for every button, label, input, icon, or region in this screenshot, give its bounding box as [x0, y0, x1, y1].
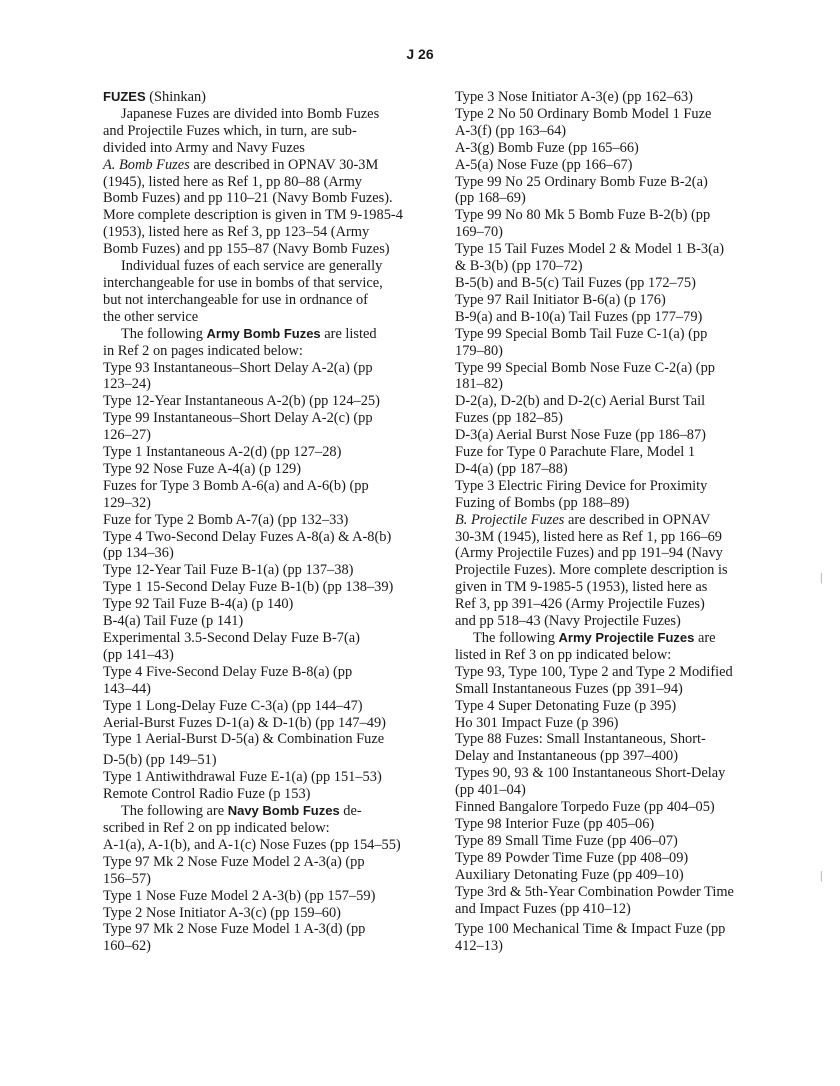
text-line [455, 106, 775, 123]
text-segment: Army Projectile Fuzes [558, 630, 695, 645]
text-line [103, 478, 423, 495]
text-line [103, 837, 423, 854]
text-line [103, 410, 423, 427]
text-segment: Ref 3, pp 391–426 (Army Projectile Fuzes) [455, 596, 705, 613]
text-segment: 123–24) [103, 376, 151, 393]
text-line [455, 427, 775, 444]
text-line [455, 157, 775, 174]
text-line [103, 427, 423, 444]
text-segment: Japanese Fuzes are divided into Bomb Fuzes [121, 105, 380, 122]
text-segment: Type 89 Small Time Fuze (pp 406–07) [455, 832, 678, 849]
text-line [103, 786, 423, 803]
text-segment: Bomb Fuzes) and pp 110–21 (Navy Bomb Fuzes). [103, 190, 393, 207]
text-line [455, 596, 775, 613]
text-segment: Type 92 Nose Fuze A-4(a) (p 129) [103, 460, 302, 477]
text-segment: A-3(g) Bomb Fuze (pp 165–66) [455, 139, 639, 156]
text-line [455, 630, 775, 647]
text-segment: Type 88 Fuzes: Small Instantaneous, Short- [455, 731, 706, 748]
text-line [455, 495, 775, 512]
text-segment: Type 1 15-Second Delay Fuze B-1(b) (pp 138–39) [103, 579, 394, 596]
text-segment: Type 15 Tail Fuzes Model 2 & Model 1 B-3(a) [455, 241, 725, 258]
text-segment: Type 97 Mk 2 Nose Fuze Model 2 A-3(a) (pp [103, 853, 365, 870]
text-segment: Type 97 Mk 2 Nose Fuze Model 1 A-3(d) (pp [103, 921, 366, 938]
text-segment: are listed [320, 325, 377, 342]
text-line [103, 921, 423, 938]
text-segment: (Army Projectile Fuzes) and pp 191–94 (Navy [455, 545, 723, 562]
text-segment: are described in OPNAV [564, 511, 711, 528]
text-line [103, 444, 423, 461]
text-segment: B-5(b) and B-5(c) Tail Fuzes (pp 172–75) [455, 274, 696, 291]
text-segment: (1945), listed here as Ref 1, pp 80–88 (Army [103, 173, 362, 190]
text-segment: Type 99 Instantaneous–Short Delay A-2(c) (pp [103, 410, 373, 427]
text-segment: Finned Bangalore Torpedo Fuze (pp 404–05) [455, 799, 715, 816]
text-line [103, 529, 423, 546]
text-line [103, 157, 423, 174]
text-line [103, 343, 423, 360]
text-segment: Type 99 Special Bomb Tail Fuze C-1(a) (pp [455, 325, 708, 342]
text-line [455, 715, 775, 732]
text-line [103, 871, 423, 888]
text-line [455, 326, 775, 343]
text-segment: Fuzing of Bombs (pp 188–89) [455, 494, 630, 511]
text-segment: the other service [103, 308, 199, 325]
text-line [455, 275, 775, 292]
text-line [455, 884, 775, 901]
text-segment: in Ref 2 on pages indicated below: [103, 342, 303, 359]
text-segment: & B-3(b) (pp 170–72) [455, 258, 583, 275]
text-segment: Type 98 Interior Fuze (pp 405–06) [455, 815, 655, 832]
page-number: J 26 [406, 46, 434, 62]
text-line [455, 545, 775, 562]
text-line [455, 360, 775, 377]
text-line [455, 343, 775, 360]
text-line [103, 174, 423, 191]
text-segment: are described in OPNAV 30-3M [189, 156, 379, 173]
text-segment: are [694, 630, 716, 646]
text-segment: (pp 134–36) [103, 545, 174, 562]
right-column [455, 89, 775, 955]
text-segment: A-1(a), A-1(b), and A-1(c) Nose Fuzes (pp 154–55) [103, 836, 401, 853]
text-segment: 126–27) [103, 427, 151, 444]
text-segment: Type 1 Nose Fuze Model 2 A-3(b) (pp 157–59) [103, 887, 376, 904]
text-segment: B. Projectile Fuzes [455, 511, 565, 528]
text-line [455, 207, 775, 224]
text-line [455, 292, 775, 309]
text-line [103, 123, 423, 140]
text-segment: Types 90, 93 & 100 Instantaneous Short-Delay [455, 765, 726, 782]
text-segment: Army Bomb Fuzes [206, 325, 321, 341]
text-line [455, 309, 775, 326]
text-line [103, 664, 423, 681]
text-segment: de- [339, 803, 362, 820]
text-line [455, 512, 775, 529]
text-line [455, 444, 775, 461]
text-line [455, 748, 775, 765]
text-segment: Type 1 Antiwithdrawal Fuze E-1(a) (pp 151–53) [103, 769, 382, 786]
text-segment: Type 89 Powder Time Fuze (pp 408–09) [455, 849, 689, 866]
text-segment: D-2(a), D-2(b) and D-2(c) Aerial Burst Tail [455, 393, 706, 410]
text-line [455, 89, 775, 106]
text-segment: Projectile Fuzes). More complete description is [455, 562, 728, 579]
text-line [455, 224, 775, 241]
text-segment: B-9(a) and B-10(a) Tail Fuzes (pp 177–79) [455, 308, 703, 325]
text-segment: (pp 141–43) [103, 646, 174, 663]
text-line [103, 613, 423, 630]
text-line [103, 715, 423, 732]
text-line [103, 292, 423, 309]
text-line [103, 938, 423, 955]
text-line [103, 140, 423, 157]
text-line [455, 478, 775, 495]
text-segment: 160–62) [103, 938, 151, 955]
text-segment: Type 99 Special Bomb Nose Fuze C-2(a) (pp [455, 359, 715, 376]
text-segment: Type 12-Year Instantaneous A-2(b) (pp 124–25) [103, 393, 380, 410]
text-segment: A-5(a) Nose Fuze (pp 166–67) [455, 156, 633, 173]
text-line [103, 241, 423, 258]
text-segment: and pp 518–43 (Navy Projectile Fuzes) [455, 613, 681, 630]
text-line [103, 461, 423, 478]
text-segment: (pp 401–04) [455, 782, 526, 799]
text-segment: interchangeable for use in bombs of that service, [103, 274, 383, 291]
text-line [103, 376, 423, 393]
text-segment: and Projectile Fuzes which, in turn, are sub- [103, 122, 357, 139]
text-line [455, 123, 775, 140]
text-line [103, 854, 423, 871]
text-segment: and Impact Fuzes (pp 410–12) [455, 900, 631, 917]
text-segment: Type 3 Electric Firing Device for Proximity [455, 477, 708, 494]
text-segment: scribed in Ref 2 on pp indicated below: [103, 819, 330, 836]
text-segment: Auxiliary Detonating Fuze (pp 409–10) [455, 866, 684, 883]
left-column [103, 89, 423, 955]
text-segment: Fuze for Type 2 Bomb A-7(a) (pp 132–33) [103, 511, 349, 528]
text-segment: 156–57) [103, 870, 151, 887]
text-line [103, 698, 423, 715]
text-line [103, 905, 423, 922]
text-line [455, 816, 775, 833]
text-segment: D-4(a) (pp 187–88) [455, 460, 568, 477]
text-line [103, 326, 423, 343]
text-segment: Remote Control Radio Fuze (p 153) [103, 786, 311, 803]
text-line [455, 410, 775, 427]
text-segment: listed in Ref 3 on pp indicated below: [455, 646, 672, 663]
text-line [103, 752, 423, 769]
text-line [455, 529, 775, 546]
text-segment: Type 93 Instantaneous–Short Delay A-2(a) (pp [103, 359, 373, 376]
text-segment: Type 93, Type 100, Type 2 and Type 2 Modified [455, 663, 733, 680]
text-line [103, 888, 423, 905]
text-segment: Type 2 No 50 Ordinary Bomb Model 1 Fuze [455, 105, 712, 122]
text-line [455, 190, 775, 207]
text-segment: 30-3M (1945), listed here as Ref 1, pp 166–69 [455, 528, 722, 545]
text-segment: Individual fuzes of each service are generally [121, 258, 383, 275]
margin-mark: | [820, 868, 823, 882]
text-line [455, 140, 775, 157]
text-line [455, 850, 775, 867]
text-line [455, 833, 775, 850]
text-segment: (Shinkan) [145, 89, 206, 105]
text-segment: More complete description is given in TM 9-1985-4 [103, 207, 403, 224]
text-segment: but not interchangeable for use in ordnance of [103, 291, 368, 308]
text-line [103, 258, 423, 275]
text-line [455, 765, 775, 782]
text-segment: Type 4 Two-Second Delay Fuzes A-8(a) & A-8(b) [103, 528, 392, 545]
text-line [455, 698, 775, 715]
text-segment: A-3(f) (pp 163–64) [455, 122, 567, 139]
text-line [455, 799, 775, 816]
text-segment: FUZES [103, 89, 146, 104]
text-line [103, 495, 423, 512]
text-line [103, 512, 423, 529]
text-segment: Type 4 Super Detonating Fuze (p 395) [455, 697, 677, 714]
text-segment: Fuzes for Type 3 Bomb A-6(a) and A-6(b) (pp [103, 477, 369, 494]
text-line [455, 579, 775, 596]
text-segment: (1953), listed here as Ref 3, pp 123–54 (Army [103, 224, 370, 241]
text-segment: D-3(a) Aerial Burst Nose Fuze (pp 186–87) [455, 427, 706, 444]
text-segment: (pp 168–69) [455, 190, 526, 207]
text-segment: Type 3rd & 5th-Year Combination Powder Time [455, 883, 734, 900]
text-line [103, 731, 423, 748]
text-line [103, 190, 423, 207]
text-segment: 412–13) [455, 938, 503, 955]
text-segment: Type 100 Mechanical Time & Impact Fuze (pp [455, 921, 726, 938]
text-line [103, 803, 423, 820]
text-line [103, 820, 423, 837]
text-segment: Type 3 Nose Initiator A-3(e) (pp 162–63) [455, 89, 693, 105]
text-line [455, 664, 775, 681]
text-line [455, 681, 775, 698]
text-line [455, 174, 775, 191]
text-segment: 129–32) [103, 494, 151, 511]
text-line [455, 921, 775, 938]
text-segment: Fuze for Type 0 Parachute Flare, Model 1 [455, 444, 696, 461]
text-line [103, 224, 423, 241]
text-line [455, 241, 775, 258]
text-segment: The following [121, 325, 207, 342]
text-segment: Type 1 Long-Delay Fuze C-3(a) (pp 144–47) [103, 697, 363, 714]
text-line [455, 613, 775, 630]
text-segment: Type 1 Aerial-Burst D-5(a) & Combination Fuze [103, 731, 385, 748]
text-segment: Type 2 Nose Initiator A-3(c) (pp 159–60) [103, 904, 341, 921]
text-line [103, 360, 423, 377]
text-line [103, 579, 423, 596]
text-segment: 179–80) [455, 342, 503, 359]
text-line [455, 562, 775, 579]
text-segment: D-5(b) (pp 149–51) [103, 752, 217, 769]
text-line [455, 647, 775, 664]
text-segment: 181–82) [455, 376, 503, 393]
text-segment: Experimental 3.5-Second Delay Fuze B-7(a) [103, 630, 360, 646]
text-line [103, 562, 423, 579]
text-segment: Small Instantaneous Fuzes (pp 391–94) [455, 680, 683, 697]
text-segment: 143–44) [103, 680, 151, 697]
text-segment: The following are [121, 803, 228, 820]
text-line [103, 309, 423, 326]
text-segment: 169–70) [455, 224, 503, 241]
text-line [103, 545, 423, 562]
text-line [103, 207, 423, 224]
text-line [103, 769, 423, 786]
text-segment: Delay and Instantaneous (pp 397–400) [455, 748, 678, 765]
text-segment: A. Bomb Fuzes [103, 156, 190, 173]
text-segment: The following [473, 630, 559, 646]
text-segment: Bomb Fuzes) and pp 155–87 (Navy Bomb Fuzes) [103, 241, 390, 258]
text-segment: Type 99 No 80 Mk 5 Bomb Fuze B-2(b) (pp [455, 207, 711, 224]
text-segment: Aerial-Burst Fuzes D-1(a) & D-1(b) (pp 147–49) [103, 714, 386, 731]
text-line [103, 630, 423, 647]
text-line [455, 258, 775, 275]
text-line [455, 461, 775, 478]
margin-mark: | [820, 570, 823, 584]
text-line [455, 393, 775, 410]
text-segment: Type 4 Five-Second Delay Fuze B-8(a) (pp [103, 663, 353, 680]
text-segment: Fuzes (pp 182–85) [455, 410, 563, 427]
text-line [455, 867, 775, 884]
text-line [455, 938, 775, 955]
text-segment: Ho 301 Impact Fuze (p 396) [455, 714, 619, 731]
text-line [103, 596, 423, 613]
text-line [103, 393, 423, 410]
text-segment: Type 92 Tail Fuze B-4(a) (p 140) [103, 596, 294, 613]
text-segment: given in TM 9-1985-5 (1953), listed here as [455, 579, 708, 596]
text-segment: Type 99 No 25 Ordinary Bomb Fuze B-2(a) [455, 173, 708, 190]
text-line [103, 89, 423, 106]
text-line [103, 681, 423, 698]
text-line [455, 901, 775, 918]
text-segment: Type 12-Year Tail Fuze B-1(a) (pp 137–38) [103, 562, 354, 579]
text-line [455, 731, 775, 748]
text-line [103, 106, 423, 123]
text-line [103, 647, 423, 664]
text-line [455, 782, 775, 799]
text-segment: Type 97 Rail Initiator B-6(a) (p 176) [455, 291, 666, 308]
text-segment: Navy Bomb Fuzes [227, 803, 340, 819]
text-segment: B-4(a) Tail Fuze (p 141) [103, 613, 244, 630]
text-line [455, 376, 775, 393]
text-segment: divided into Army and Navy Fuzes [103, 139, 305, 156]
text-segment: Type 1 Instantaneous A-2(d) (pp 127–28) [103, 444, 342, 461]
text-line [103, 275, 423, 292]
